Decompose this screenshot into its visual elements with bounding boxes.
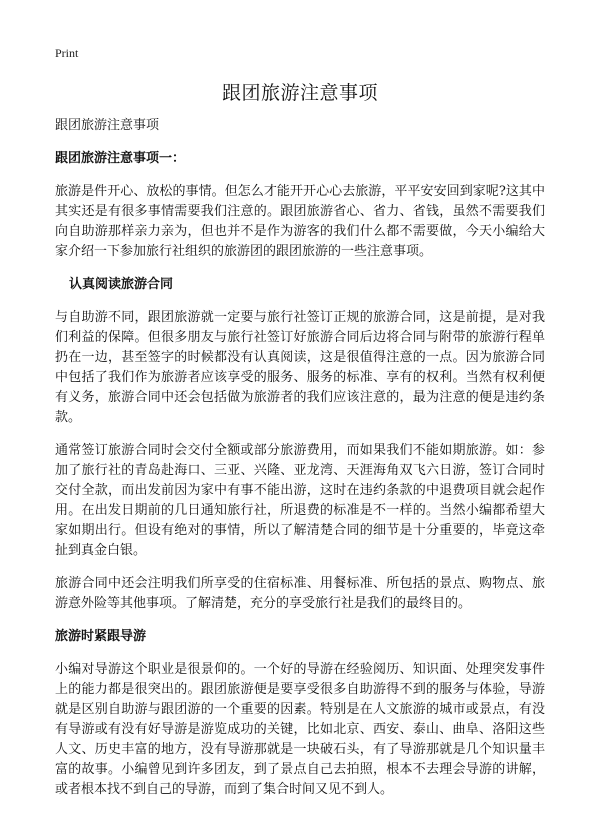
page-title: 跟团旅游注意事项 — [221, 82, 378, 104]
paragraph-intro: 旅游是件开心、放松的事情。但怎么才能开开心心去旅游，平平安安回到家呢?这其中其实还是有很多事情需要我们注意的。跟团旅游省心、省力、省钱，虽然不需要我们向自助游那样亲力亲为，但也并不是作为游客的我们什么都不需要做，今天小编给大家介绍一下参加旅行社组织的旅游团的跟团旅游的一些注意事项。 — [55, 184, 545, 259]
section-heading-1: 跟团旅游注意事项一： — [55, 151, 186, 166]
section-heading-3: 旅游时紧跟导游 — [55, 629, 147, 644]
article-subtitle: 跟团旅游注意事项 — [55, 118, 160, 133]
article-body — [55, 116, 545, 813]
print-link[interactable]: Print — [55, 46, 79, 60]
section-heading-2: 认真阅读旅游合同 — [69, 277, 174, 292]
paragraph-refund: 通常签订旅游合同时会交付全额或部分旅游费用，而如果我们不能如期旅游。如：参加了旅行社的青岛赴海口、三亚、兴隆、亚龙湾、天涯海角双飞六日游，签订合同时交付全款，而出发前因为家中有事不能出游，这时在违约条款的中退费项目就会起作用。在出发日期前的几日通知旅行社，所退费的标准是不一样的。当然小编都希望大家如期出行。但设有绝对的事情，所以了解清楚合同的细节是十分重要的，毕竟这牵扯到真金白银。 — [55, 443, 545, 558]
paragraph-contract: 与自助游不同，跟团旅游就一定要与旅行社签订正规的旅游合同，这是前提，是对我们利益的保障。但很多朋友与旅行社签订好旅游合同后边将合同与附带的旅游行程单扔在一边，甚至签字的时候都没有认真阅读，这是很值得注意的一点。因为旅游合同中包括了我们作为旅游者应该享受的服务、服务的标准、享有的权利。当然有权利便有义务，旅游合同中还会包括做为旅游者的我们应该注意的，最为注意的便是违约条款。 — [55, 310, 545, 425]
paragraph-guide: 小编对导游这个职业是很景仰的。一个好的导游在经验阅历、知识面、处理突发事件上的能力都是很突出的。跟团旅游便是要享受很多自助游得不到的服务与体验，导游就是区别自助游与跟团游的一个重要的因素。特别是在人文旅游的城市或景点，有没有导游或有没有好导游是游览成功的关键，比如北京、西安、泰山、曲阜、洛阳这些人文、历史丰富的地方，没有导游那就是一块破石头，有了导游那就是几个知识量丰富的故事。小编曾见到许多团友，到了景点自己去拍照，根本不去理会导游的讲解，或者根本找不到自己的导游，而到了集合时间又见不到人。 — [55, 662, 545, 797]
paragraph-standards: 旅游合同中还会注明我们所享受的住宿标准、用餐标准、所包括的景点、购物点、旅游意外险等其他事项。了解清楚，充分的享受旅行社是我们的最终目的。 — [55, 576, 545, 611]
